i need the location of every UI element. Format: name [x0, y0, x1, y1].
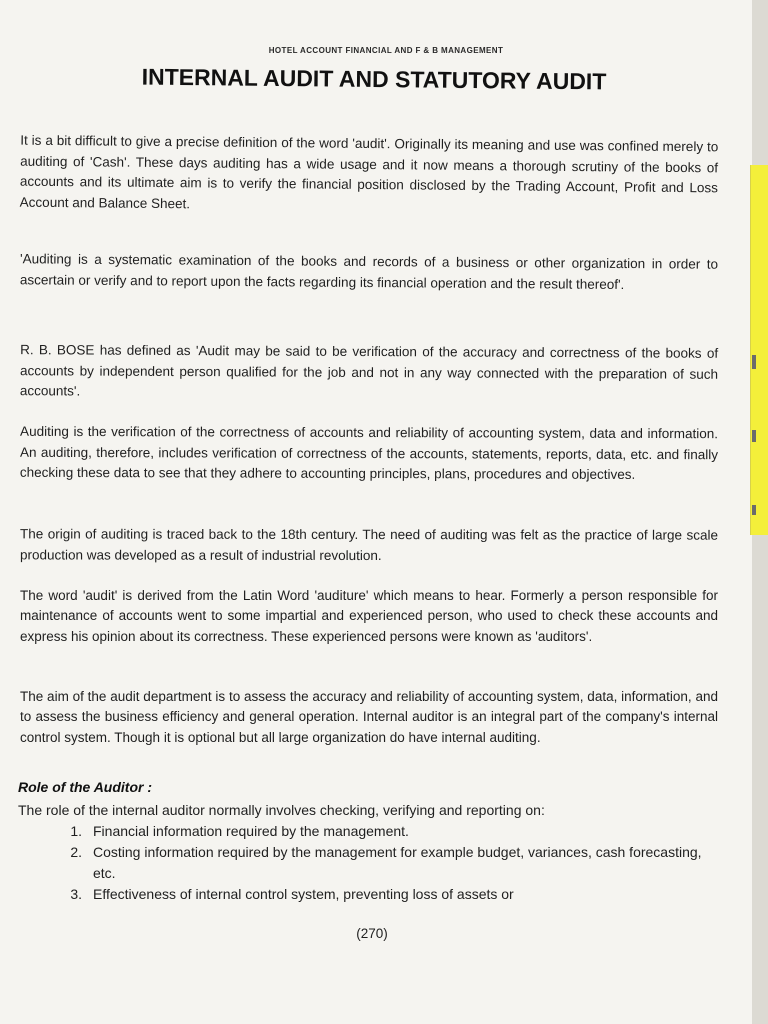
edge-mark	[752, 355, 756, 369]
list-item	[58, 821, 722, 842]
page-title: INTERNAL AUDIT AND STATUTORY AUDIT	[141, 63, 607, 95]
role-intro-text: The role of the internal auditor normally involves checking, verifying and reporting on:	[18, 802, 545, 818]
list-item	[58, 884, 722, 905]
paragraph-bose: R. B. BOSE has defined as 'Audit may be said to be verification of the accuracy and correctness of the books of accounts by independent person qualified for the job and not in any way connected with the preparation of such accounts'.	[19, 341, 719, 398]
list-item-text: Effectiveness of internal control system, preventing loss of assets or	[93, 886, 514, 902]
list-item-text: Financial information required by the management.	[93, 823, 409, 839]
edge-mark	[752, 430, 756, 442]
paragraph-origin: The origin of auditing is traced back to the 18th century. The need of auditing was felt as the practice of large scale production was developed as a result of industrial revolution.	[19, 525, 719, 563]
running-header: HOTEL ACCOUNT FINANCIAL AND F & B MANAGEMENT	[268, 46, 504, 55]
list-item-number: 2.	[70, 844, 82, 860]
list-item-number: 3.	[70, 886, 82, 902]
paragraph-definition: It is a bit difficult to give a precise definition of the word 'audit'. Originally its meaning and use was confined merely to auditing of 'Cash'. These days auditing has a wide usage and it now means a thorough scrutiny of the books of accounts and its ultimate aim is to verify the financial position disclosed by the Trading Account, Profit and Loss Account and Balance Sheet.	[19, 132, 719, 211]
paragraph-quote: 'Auditing is a systematic examination of the books and records of a business or other organization in order to ascertain or verify and to report upon the facts regarding its financial operation and the result thereof'.	[19, 250, 719, 292]
list-item-number: 1.	[70, 823, 82, 839]
yellow-page-tab	[750, 165, 768, 535]
paragraph-etymology: The word 'audit' is derived from the Latin Word 'auditure' which means to hear. Formerly a person responsible for maintenance of accounts went to some impartial and experienced person, who used to check these accounts and express his opinion about its correctness. These experienced persons were known as 'auditors'.	[20, 587, 718, 644]
role-list	[58, 821, 722, 905]
paragraph-aim: The aim of the audit department is to assess the accuracy and reliability of accounting system, data, information, and to assess the business efficiency and general operation. Internal auditor is an integral part of the company's internal control system. Though it is optional but all large organization do have internal auditing.	[20, 688, 718, 745]
list-item	[58, 842, 722, 884]
paragraph-verification: Auditing is the verification of the correctness of accounts and reliability of accounting system, data and information. An auditing, therefore, includes verification of correctness of the accounts, statements, reports, data, etc. and finally checking these data to see that they adhere to accounting principles, plans, procedures and objectives.	[19, 423, 719, 482]
section-heading-role: Role of the Auditor :	[18, 779, 153, 795]
page-number: (270)	[356, 926, 388, 941]
edge-mark	[752, 505, 756, 515]
list-item-text: Costing information required by the management for example budget, variances, cash forecasting, etc.	[93, 844, 702, 881]
